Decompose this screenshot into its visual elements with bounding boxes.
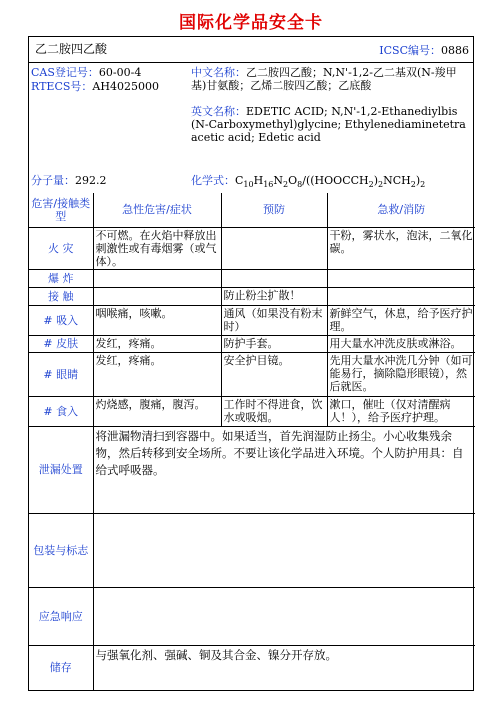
row-label-eyes: # 眼睛 (29, 352, 93, 396)
header-prevention: 预防 (221, 193, 327, 227)
explosion-prevention (221, 269, 327, 287)
formula-label: 化学式： (191, 174, 235, 187)
en-name-label: 英文名称： (191, 105, 246, 118)
eyes-acute: 发红，疼痛。 (93, 352, 221, 396)
rtecs-number (31, 80, 159, 93)
mw-value: 292.2 (75, 174, 107, 187)
spill-text: 将泄漏物清扫到容器中。如果适当，首先润湿防止扬尘。小心收集残余物，然后转移到安全场所。不要让该化学品进入环境。个人防护用具：自给式呼吸器。 (93, 426, 475, 513)
table-row (29, 396, 475, 426)
inhalation-prevention: 通风（如果没有粉末时） (221, 305, 327, 335)
table-row (29, 305, 475, 335)
table-row (29, 645, 475, 690)
inhalation-acute: 咽喉痛，咳嗽。 (93, 305, 221, 335)
chinese-name (191, 66, 471, 92)
table-row (29, 513, 475, 587)
cas-number (31, 66, 141, 79)
storage-text: 与强氧化剂、强碱、铜及其合金、镍分开存放。 (93, 645, 475, 690)
molecular-weight (31, 174, 107, 187)
row-label-inhalation: # 吸入 (29, 305, 93, 335)
table-header-row (29, 193, 475, 227)
cas-label: CAS登记号： (31, 66, 99, 79)
ingestion-prevention: 工作时不得进食，饮水或吸烟。 (221, 396, 327, 426)
icsc-number (379, 44, 469, 57)
cn-name-label: 中文名称： (191, 66, 246, 79)
divider (29, 62, 473, 63)
hazard-table (29, 193, 475, 690)
spill-label: 泄漏处置 (29, 426, 93, 513)
mw-label: 分子量： (31, 174, 75, 187)
cas-value: 60-00-4 (98, 66, 142, 79)
table-row (29, 335, 475, 352)
safety-card (28, 36, 474, 691)
contact-acute (93, 287, 221, 305)
contact-prevention: 防止粉尘扩散！ (221, 287, 327, 305)
header-acute: 急性危害/症状 (93, 193, 221, 227)
english-name (191, 105, 471, 144)
emergency-label: 应急响应 (29, 587, 93, 645)
icsc-label: ICSC编号： (379, 44, 441, 57)
contact-first-aid (327, 287, 475, 305)
ingestion-first-aid: 漱口，催吐（仅对清醒病人！），给予医疗护理。 (327, 396, 475, 426)
rtecs-label: RTECS号： (31, 80, 93, 93)
rtecs-value: AH4025000 (92, 80, 159, 93)
table-row (29, 352, 475, 396)
fire-prevention (221, 227, 327, 269)
emergency-text (93, 587, 475, 645)
icsc-value: 0886 (441, 44, 469, 57)
eyes-first-aid: 先用大量水冲洗几分钟（如可能易行，摘除隐形眼镜），然后就医。 (327, 352, 475, 396)
cn-name-value: 乙二胺四乙酸；N,N'-1,2-乙二基双(N-羧甲基)甘氨酸；乙烯二胺四乙酸；乙底酸 (191, 66, 457, 92)
explosion-acute (93, 269, 221, 287)
explosion-first-aid (327, 269, 475, 287)
skin-first-aid: 用大量水冲洗皮肤或淋浴。 (327, 335, 475, 352)
skin-prevention: 防护手套。 (221, 335, 327, 352)
header-hazard-type: 危害/接触类型 (29, 193, 93, 227)
skin-acute: 发红，疼痛。 (93, 335, 221, 352)
row-label-fire: 火 灾 (29, 227, 93, 269)
inhalation-first-aid: 新鲜空气，休息，给予医疗护理。 (327, 305, 475, 335)
header-first-aid: 急救/消防 (327, 193, 475, 227)
row-label-contact: 接 触 (29, 287, 93, 305)
fire-acute: 不可燃。在火焰中释放出刺激性或有毒烟雾（或气体）。 (93, 227, 221, 269)
packaging-text (93, 513, 475, 587)
table-row (29, 587, 475, 645)
row-label-ingestion: # 食入 (29, 396, 93, 426)
chemical-formula (191, 174, 425, 191)
storage-label: 储存 (29, 645, 93, 690)
formula-value: $C_{10}H_{16}N_2O_8/((HOOCCH_2)_2NCH_2)_2$ (235, 174, 426, 190)
fire-first-aid: 干粉，雾状水，泡沫，二氧化碳。 (327, 227, 475, 269)
ingestion-acute: 灼烧感，腹痛，腹泻。 (93, 396, 221, 426)
table-row (29, 426, 475, 513)
chemical-name: 乙二胺四乙酸 (35, 42, 108, 56)
table-row (29, 269, 475, 287)
eyes-prevention: 安全护目镜。 (221, 352, 327, 396)
table-row (29, 227, 475, 269)
packaging-label: 包装与标志 (29, 513, 93, 587)
row-label-explosion: 爆 炸 (29, 269, 93, 287)
card-title: 国际化学品安全卡 (179, 13, 323, 33)
row-label-skin: # 皮肤 (29, 335, 93, 352)
en-name-value: EDETIC ACID; N,N'-1,2-Ethanediylbis (N-Carboxymethyl)glycine; Ethylenediaminetetraacetic acid; Edetic acid (191, 105, 466, 144)
table-row (29, 287, 475, 305)
